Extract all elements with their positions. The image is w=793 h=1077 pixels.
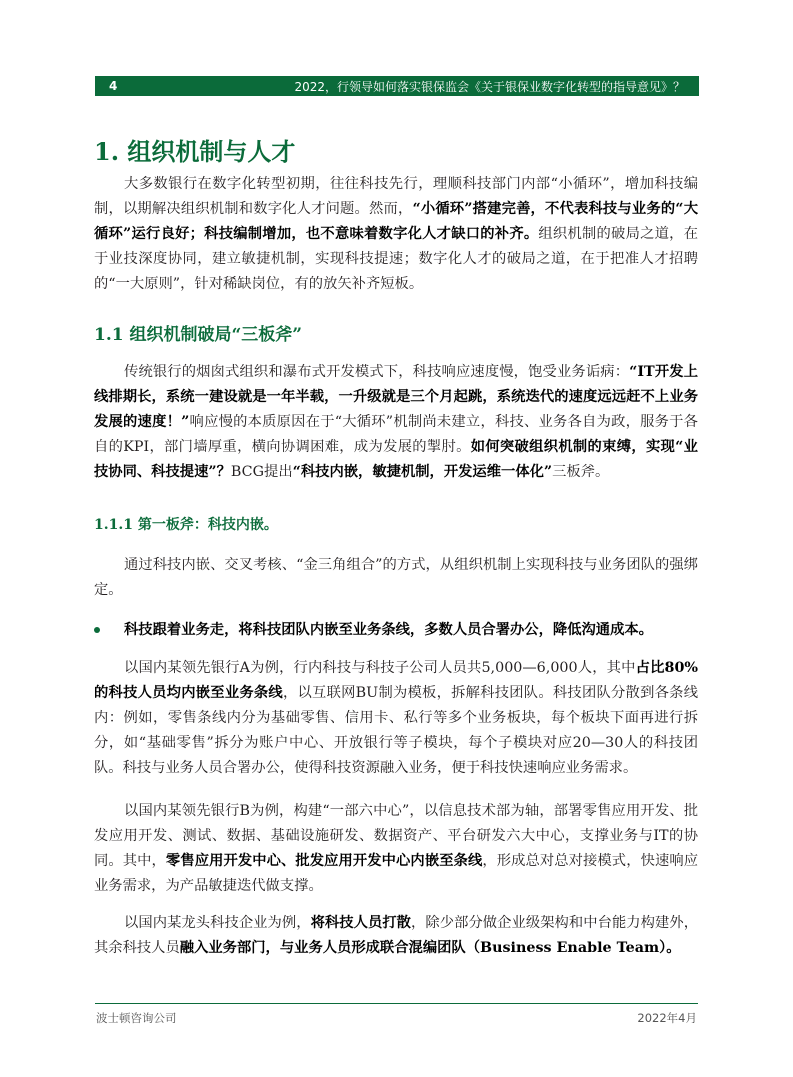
text-run: 以国内某龙头科技企业为例， (124, 915, 311, 931)
bold-text-run: “科技内嵌，敏捷机制，开发运维一体化” (292, 464, 553, 480)
text-run: ，除少部分做企业级架构和中台能力构建外，其余科技人员 (94, 915, 699, 956)
case-c-paragraph (94, 911, 698, 961)
bullet-text: 科技跟着业务走，将科技团队内嵌至业务条线，多数人员合署办公，降低沟通成本。 (124, 622, 653, 638)
section-intro-paragraph (94, 172, 698, 297)
text-run: 以国内某领先银行B为例，构建“一部六中心”，以信息技术部为轴，部署零售应用开发、批发应用开发、测试、数据、基础设施研发、数据资产、平台研发六大中心，支撑业务与IT的协同。其中， (94, 803, 698, 869)
text-run: 传统银行的烟囱式组织和瀑布式开发模式下，科技响应速度慢，饱受业务诟病： (124, 364, 630, 380)
page-number: 4 (109, 79, 118, 93)
bold-text-run: 将科技人员打散 (310, 915, 412, 931)
page-header (95, 76, 699, 96)
case-a-paragraph (94, 656, 698, 781)
bold-text-run: 如何突破组织机制的束缚，实现“业技协同、科技提速”？ (94, 439, 698, 480)
subsubsection-intro-paragraph (94, 553, 698, 603)
section-title: 1. 组织机制与人才 (94, 137, 296, 166)
text-run: BCG提出 (230, 464, 293, 480)
text-run: 大多数银行在数字化转型初期，往往科技先行，理顺科技部门内部“小循环”，增加科技编制，以期解决组织机制和数字化人才问题。然而， (94, 176, 698, 217)
text-run: 组织机制的破局之道，在于业技深度协同，建立敏捷机制，实现科技提速；数字化人才的破局之道，在于把准人才招聘的“一大原则”，针对稀缺岗位，有的放矢补齐短板。 (94, 226, 698, 292)
bullet-dot-icon (94, 627, 100, 633)
bold-text-run: “小循环”搭建完善，不代表科技与业务的“大循环”运行良好；科技编制增加，也不意味着数字化人才缺口的补齐。 (94, 201, 698, 242)
bold-text-run: “IT开发上线排期长，系统一建设就是一年半载，一升级就是三个月起跳，系统迭代的速度远远赶不上业务发展的速度！” (94, 364, 698, 430)
text-run: ，形成总对总对接模式，快速响应业务需求，为产品敏捷迭代做支撑。 (94, 853, 699, 894)
header-title: 2022，行领导如何落实银保监会《关于银保业数字化转型的指导意见》？ (294, 79, 685, 94)
text-run: ，以互联网BU制为模板，拆解科技团队。科技团队分散到各条线内：例如，零售条线内分为基础零售、信用卡、私行等多个业务板块，每个板块下面再进行拆分，如“基础零售”拆分为账户中心、开放银行等子模块，每个子模块对应20—30人的科技团队。科技与业务人员合署办公，使得科技资源融入业务，便于科技快速响应业务需求。 (94, 685, 698, 776)
text-run: 响应慢的本质原因在于“大循环”机制尚未建立，科技、业务各自为政，服务于各自的KPI，部门墙厚重，横向协调困难，成为发展的掣肘。 (94, 414, 698, 455)
bold-text-run: 零售应用开发中心、批发应用开发中心内嵌至条线 (165, 853, 483, 869)
footer-date: 2022年4月 (637, 1011, 697, 1025)
bold-text-run: 融入业务部门，与业务人员形成联合混编团队（Business Enable Team）。 (179, 940, 681, 956)
case-b-paragraph (94, 799, 698, 899)
subsubsection-title: 1.1.1 第一板斧：科技内嵌。 (94, 517, 278, 533)
bold-text-run: 占比80%的科技人员均内嵌至业务条线 (94, 660, 699, 701)
footer-company: 波士顿咨询公司 (96, 1011, 177, 1025)
text-run: 三板斧。 (552, 464, 610, 480)
text-run: 以国内某领先银行A为例，行内科技与科技子公司人员共5,000—6,000人，其中 (124, 660, 636, 676)
subsection-paragraph (94, 360, 698, 485)
footer-divider (95, 1003, 698, 1004)
subsection-title: 1.1 组织机制破局“三板斧” (94, 325, 303, 345)
text-run: 通过科技内嵌、交叉考核、“金三角组合”的方式，从组织机制上实现科技与业务团队的强绑定。 (94, 557, 698, 598)
